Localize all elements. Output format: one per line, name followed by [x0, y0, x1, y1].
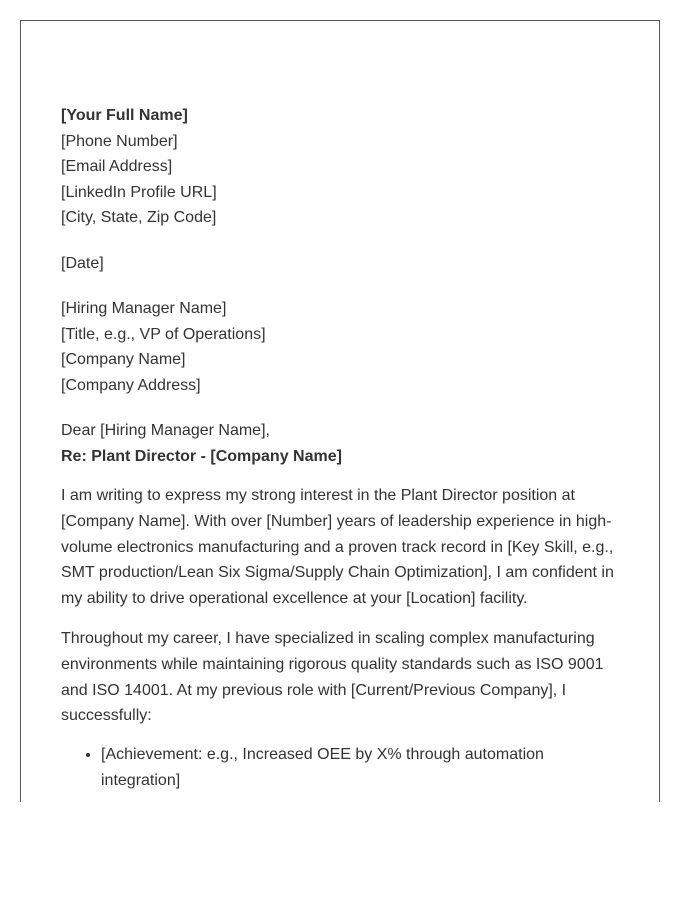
- list-item: • [Achievement: e.g., Increased OEE by X% through automation integration]: [101, 742, 621, 794]
- recipient-name: [Hiring Manager Name]: [61, 300, 227, 317]
- achievement-list: [61, 742, 621, 794]
- letter-date: [Date]: [61, 254, 104, 272]
- recipient-block: [61, 296, 621, 398]
- date-block: [61, 251, 621, 277]
- sender-email: [Email Address]: [61, 158, 173, 175]
- salutation: Dear [Hiring Manager Name],: [61, 422, 270, 439]
- sender-location: [City, State, Zip Code]: [61, 209, 217, 226]
- subject-line: Re: Plant Director - [Company Name]: [61, 447, 342, 465]
- sender-linkedin: [LinkedIn Profile URL]: [61, 183, 217, 201]
- body-paragraph: I am writing to express my strong interest in the Plant Director position at [Company Name]. With over [Number] years of leadership experience in high-volume electronics manufacturing and a proven track record in [Key Skill, e.g., SMT production/Lean Six Sigma/Supply Chain Optimization], I am confident in my ability to drive operational excellence at your [Location] facility.: [61, 487, 614, 608]
- letter-page: [20, 20, 660, 802]
- sender-phone: [Phone Number]: [61, 132, 178, 150]
- sender-block: [61, 103, 621, 231]
- recipient-address: [Company Address]: [61, 376, 201, 394]
- recipient-company: [Company Name]: [61, 351, 186, 368]
- sender-name: [Your Full Name]: [61, 107, 188, 124]
- greeting-block: [61, 418, 621, 469]
- recipient-title: [Title, e.g., VP of Operations]: [61, 325, 266, 343]
- letter-content: [61, 103, 621, 794]
- body-paragraph: Throughout my career, I have specialized in scaling complex manufacturing environments while maintaining rigorous quality standards such as ISO 9001 and ISO 14001. At my previous role with [Current/Previous Company], I successfully:: [61, 629, 604, 725]
